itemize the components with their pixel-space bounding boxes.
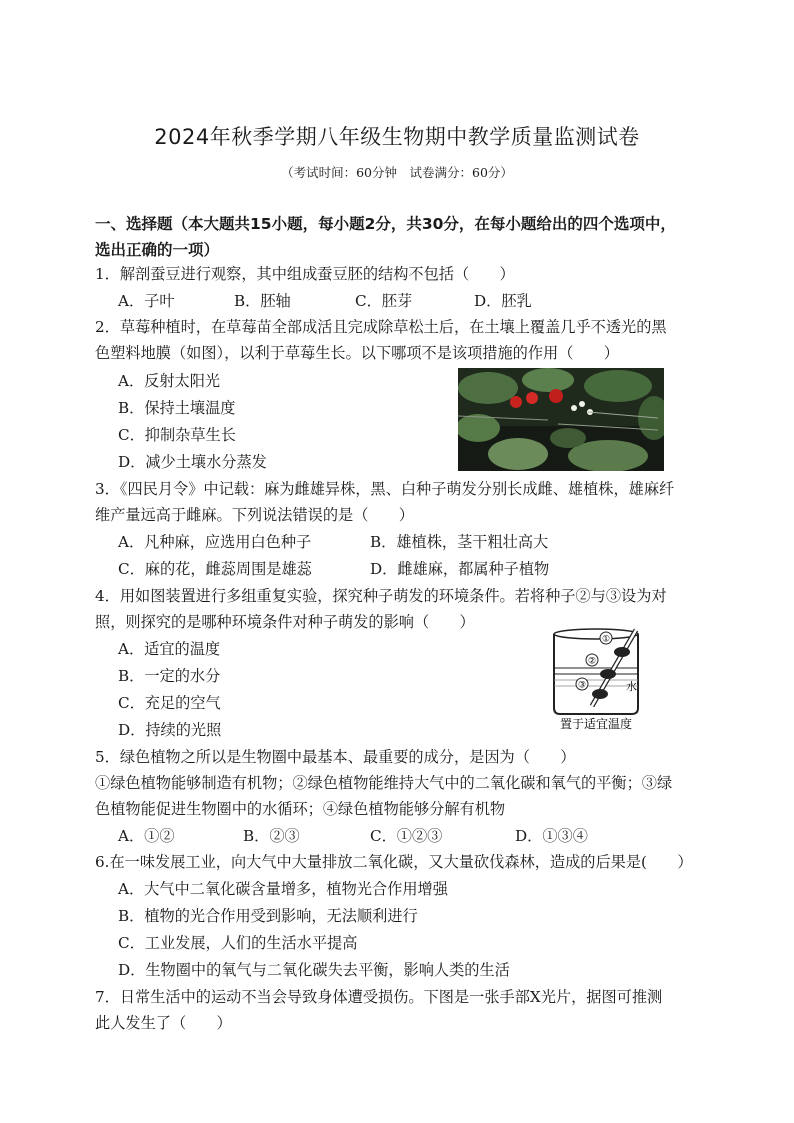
q5-option-b[interactable]: B．②③ [243,827,300,845]
q2-option-b[interactable]: B．保持土壤温度 [118,399,236,417]
q4-option-a[interactable]: A．适宜的温度 [118,640,221,658]
q1-option-d[interactable]: D．胚乳 [474,292,532,310]
question-5-statements: ①绿色植物能够制造有机物；②绿色植物能维持大气中的二氧化碳和氧气的平衡；③绿 [95,774,673,792]
q5-option-d[interactable]: D．①③④ [515,827,588,845]
strawberry-mulch-photo [458,368,664,471]
question-1-stem: 1．解剖蚕豆进行观察，其中组成蚕豆胚的结构不包括（ ） [95,265,515,283]
q6-option-c[interactable]: C．工业发展，人们的生活水平提高 [118,934,358,952]
q3-option-c[interactable]: C．麻的花，雌蕊周围是雄蕊 [118,560,312,578]
q4-option-b[interactable]: B．一定的水分 [118,667,221,685]
q6-option-b[interactable]: B．植物的光合作用受到影响，无法顺利进行 [118,907,418,925]
beaker-water-label: 水 [626,680,637,693]
q2-option-d[interactable]: D．减少土壤水分蒸发 [118,453,267,471]
q6-option-a[interactable]: A．大气中二氧化碳含量增多，植物光合作用增强 [118,880,448,898]
question-4-stem: 4．用如图装置进行多组重复实验，探究种子萌发的环境条件。若将种子②与③设为对 [95,587,667,605]
question-3-stem-cont: 维产量远高于雌麻。下列说法错误的是（ ） [95,506,414,524]
q2-option-c[interactable]: C．抑制杂草生长 [118,426,236,444]
q3-option-a[interactable]: A．凡种麻，应选用白色种子 [118,533,312,551]
q3-option-b[interactable]: B．雄植株，茎干粗壮高大 [370,533,549,551]
q1-option-c[interactable]: C．胚芽 [355,292,413,310]
seed-beaker-diagram [534,622,664,732]
q4-option-c[interactable]: C．充足的空气 [118,694,221,712]
section-heading-cont: 选出正确的一项） [95,241,220,259]
question-2-stem: 2．草莓种植时，在草莓苗全部成活且完成除草松土后，在土壤上覆盖几乎不透光的黑 [95,318,667,336]
question-6-stem: 6.在一味发展工业，向大气中大量排放二氧化碳，又大量砍伐森林，造成的后果是( ） [95,853,693,871]
q5-option-a[interactable]: A．①② [118,827,175,845]
question-4-stem-cont: 照，则探究的是哪种环境条件对种子萌发的影响（ ） [95,613,475,631]
exam-subtitle: （考试时间：60分钟 试卷满分：60分） [281,165,513,180]
question-7-stem-cont: 此人发生了（ ） [95,1014,232,1032]
section-heading: 一、选择题（本大题共15小题，每小题2分，共30分，在每小题给出的四个选项中， [95,215,676,233]
exam-title: 2024年秋季学期八年级生物期中教学质量监测试卷 [154,125,640,149]
beaker-label-2: ② [587,656,597,667]
q1-option-b[interactable]: B．胚轴 [234,292,291,310]
q6-option-d[interactable]: D．生物圈中的氧气与二氧化碳失去平衡，影响人类的生活 [118,961,510,979]
beaker-label-3: ③ [577,680,587,691]
q2-option-a[interactable]: A．反射太阳光 [118,372,221,390]
beaker-label-1: ① [601,634,611,645]
question-7-stem: 7．日常生活中的运动不当会导致身体遭受损伤。下图是一张手部X光片，据图可推测 [95,988,663,1006]
question-3-stem: 3．《四民月令》中记载：麻为雌雄异株，黑、白种子萌发分别长成雌、雄植株，雄麻纤 [95,480,675,498]
question-5-stem: 5．绿色植物之所以是生物圈中最基本、最重要的成分，是因为（ ） [95,748,576,766]
q3-option-d[interactable]: D．雌雄麻，都属种子植物 [370,560,550,578]
q1-option-a[interactable]: A．子叶 [118,292,175,310]
q4-option-d[interactable]: D．持续的光照 [118,721,222,739]
question-2-stem-cont: 色塑料地膜（如图），以利于草莓生长。以下哪项不是该项措施的作用（ ） [95,344,619,362]
question-5-statements-cont: 色植物能促进生物圈中的水循环；④绿色植物能够分解有机物 [95,800,506,818]
q5-option-c[interactable]: C．①②③ [370,827,443,845]
beaker-caption: 置于适宜温度 [559,717,633,731]
